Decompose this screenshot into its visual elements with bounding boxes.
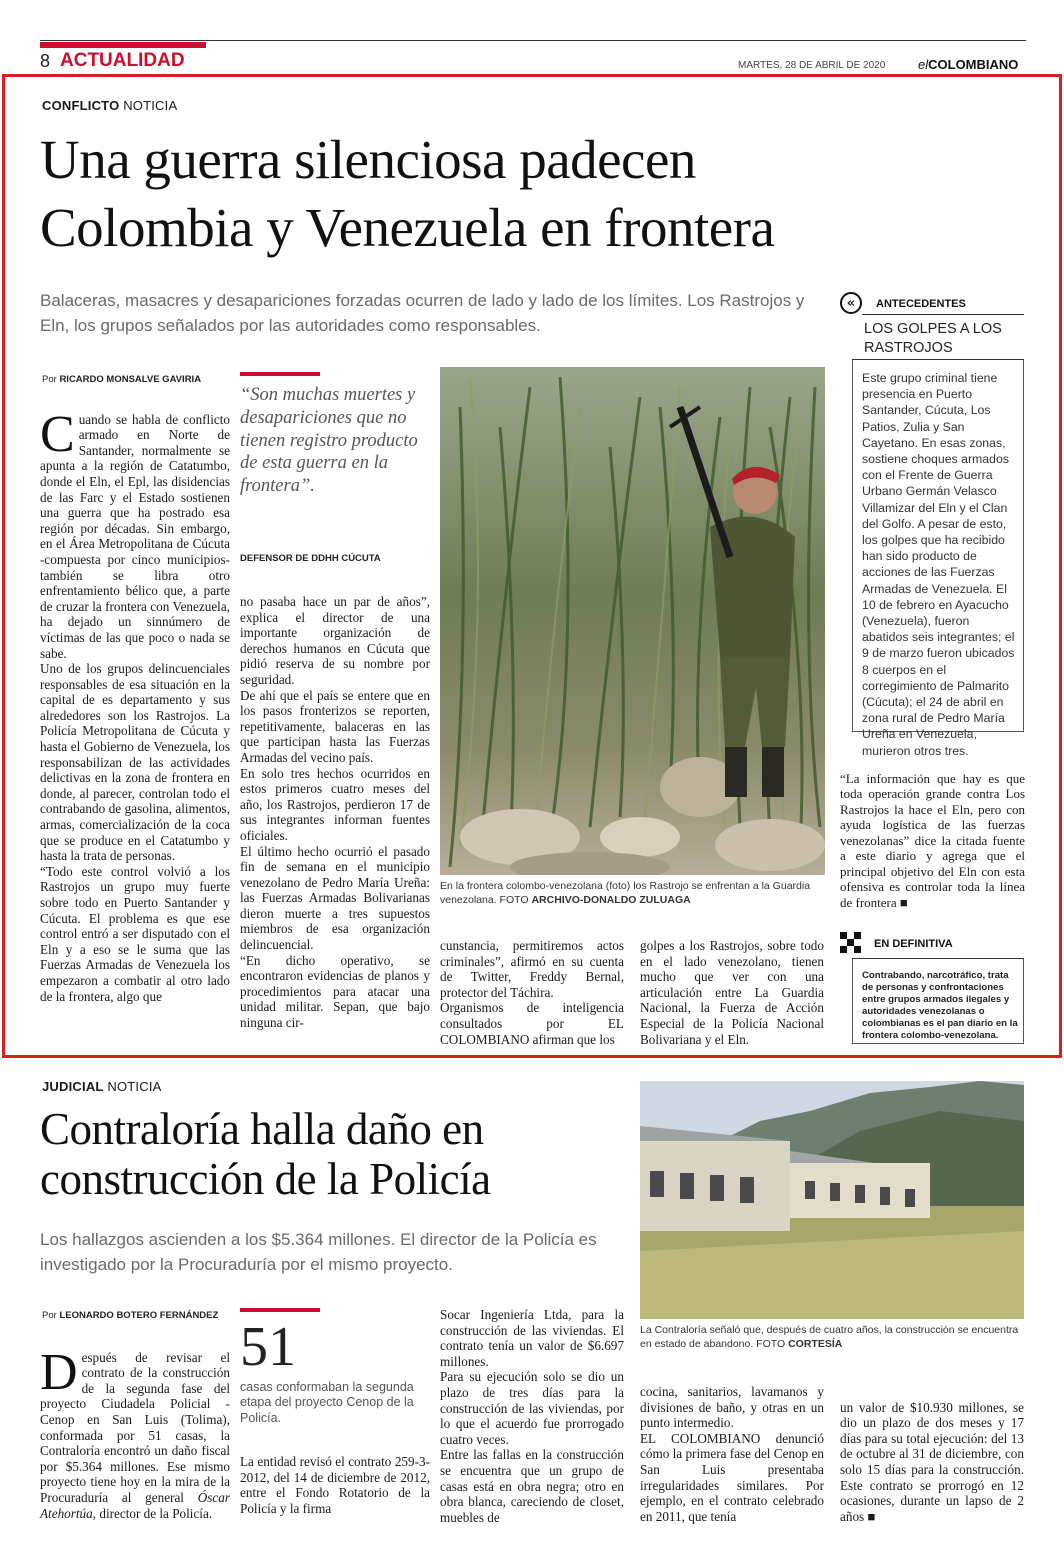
antecedentes-label: ANTECEDENTES	[876, 298, 966, 310]
story2-col5-text: un valor de $10.930 millones, se dio un plazo de dos meses y 17 días para su total ejecución: del 13 de octubre al 31 de diciembre, con solo 15 días para la construcción. Este contrato se prorrogó en 12 ocasiones, durante un lapso de 2 años	[840, 1399, 1024, 1524]
story2-column-2: La entidad revisó el contrato 259-3-2012, del 14 de diciembre de 2012, entre el Fondo Rotatorio de la Policía y la firma	[240, 1454, 430, 1516]
story2-column-5	[840, 1384, 1024, 1524]
story1-kicker-category: CONFLICTO	[42, 98, 120, 113]
antecedentes-rule	[862, 314, 1024, 315]
issue-date: MARTES, 28 DE ABRIL DE 2020	[738, 60, 886, 71]
stat-number: 51	[240, 1316, 296, 1378]
photo-credit: ARCHIVO-DONALDO ZULUAGA	[531, 894, 691, 906]
masthead-prefix: el	[918, 57, 929, 72]
story1-column-2: no pasaba hace un par de años”, explica el director de una importante organización de derechos humanos en Cúcuta que pidió reserva de su nombre por seguridad. De ahí que el país se entere que en los pasos fronterizos se reporten, repetitivamente, balaceras en las que participan hasta las Fuerzas Armadas del vecino país. En solo tres hechos ocurridos en estos primeros cuatro meses del año, los Rastrojos, perdieron 17 de sus integrantes informan fuentes oficiales. El último hecho ocurrió el pasado fin de semana en el municipio venezolano de Pedro María Ureña: las Fuerzas Armadas Bolivarianas dieron muerte a tres supuestos miembros de esa organización delincuencial. “En dicho operativo, se encontraron evidencias de planos y procedimientos para atacar una unidad militar. Sepan, que bajo ninguna cir-	[240, 594, 430, 1031]
story1-column-5	[840, 755, 1025, 910]
soldier-photo-image	[440, 367, 825, 875]
story2-column-1	[40, 1334, 230, 1521]
story2-byline	[42, 1310, 218, 1321]
story2-kicker-type: NOTICIA	[107, 1079, 162, 1094]
story2-kicker-category: JUDICIAL	[42, 1079, 104, 1094]
definitiva-body: Contrabando, narcotráfico, trata de personas y confrontaciones entre grupos armados ilegales y autoridades venezolanas o colombianas es el pan diario en la frontera colombo-venezolana.	[862, 970, 1018, 1041]
byline-name: RICARDO MONSALVE GAVIRIA	[59, 374, 202, 385]
story1-col1-rest: Uno de los grupos delincuenciales responsables de esa situación en la capital de es departamento y sus alrededores son los Rastrojos. La Policía Metropolitana de Cúcuta y hasta el Gobierno de Venezuela, los responsabilizan de las actividades delictivas en la zona de frontera en donde, al parecer, controlan todo el contrabando de gasolina, alimentos, armas, comercialización de la coca que se produce en el Catatumbo y hasta la trata de personas. “Todo este control volvió a los Rastrojos un grupo muy fuerte sobre todo en Puerto Santander y Cúcuta. El problema es que ese control entró a ser disputado con el Eln y a eso se le suma que las Fuerzas Armadas de Venezuela los empezaron a combatir al otro lado de la frontera, algo que	[40, 661, 230, 1004]
story2-headline-line1: Contraloría halla daño en	[40, 1104, 484, 1154]
story2-col1-tail: , director de la Policía.	[92, 1505, 213, 1521]
construction-photo-caption	[640, 1323, 1024, 1351]
story2-column-4: cocina, sanitarios, lavamanos y divisiones de baño, y otras en un punto intermedio. EL COLOMBIANO denunció cómo la primera fase del Cenop en San Luis presentaba irregularidades similares. Por ejemplo, en el contrato celebrado en 2011, que tenía	[640, 1384, 824, 1524]
story1-col5-text: “La información que hay es que toda operación grande contra Los Rastrojos la hace el Eln, pero con ayuda logística de las fuerzas venezolanas” dice la citada fuente a este diario y agrega que el principal objetivo del Eln con esta ofensiva es controlar toda la línea de frontera	[840, 770, 1025, 910]
byline2-prefix: Por	[42, 1310, 57, 1321]
story2-headline	[40, 1104, 640, 1204]
story2-deck: Los hallazgos ascienden a los $5.364 millones. El director de la Policía es investigado por la Procuraduría por el mismo proyecto.	[40, 1230, 597, 1274]
antecedentes-body: Este grupo criminal tiene presencia en Puerto Santander, Cúcuta, Los Patios, Zulia y San Cayetano. En esas zonas, sostiene choques armados con el Frente de Guerra Urbano Germán Velasco Villamizar del Eln y el Clan del Golfo. A pesar de esto, los golpes que ha recibido han sido producto de acciones de las Fuerzas Armadas de Venezuela. El 10 de febrero en Ayacucho (Venezuela), fueron abatidos seis integrantes; el 9 de marzo fueron ubicados 8 cuerpos en el corregimiento de Palmarito (Cúcuta); el 24 de abril en zona rural de Pedro María Ureña en Venezuela, murieron otros tres.	[862, 371, 1015, 758]
story1-headline-line2: Colombia y Venezuela en frontera	[40, 197, 775, 258]
byline2-name: LEONARDO BOTERO FERNÁNDEZ	[59, 1310, 219, 1321]
story1-kicker-type: NOTICIA	[123, 98, 178, 113]
soldier-photo-caption	[440, 879, 830, 907]
story1-headline-line1: Una guerra silenciosa padecen	[40, 129, 696, 190]
antecedentes-icon: «	[840, 292, 862, 314]
caption-text: En la frontera colombo-venezolana (foto) los Rastrojo se enfrentan a la Guardia venezolana. FOTO	[440, 880, 811, 906]
header-rule	[40, 40, 1026, 41]
story1-quote-source: DEFENSOR DE DDHH CÚCUTA	[240, 553, 381, 564]
definitiva-icon	[840, 932, 862, 954]
page-number: 8	[40, 51, 51, 71]
antecedentes-title: LOS GOLPES A LOS RASTROJOS	[864, 321, 1002, 356]
story2-dropcap: D	[40, 1343, 78, 1401]
masthead-name: COLOMBIANO	[928, 57, 1019, 72]
story2-headline-line2: construcción de la Policía	[40, 1154, 491, 1204]
end-mark-2: ■	[864, 1508, 876, 1524]
story1-byline	[42, 374, 201, 385]
stat-text: casas conformaban la segunda etapa del proyecto Cenop de la Policía.	[240, 1380, 414, 1425]
caption2-text: La Contraloría señaló que, después de cuatro años, la construcción se encuentra en estado de abandono. FOTO	[640, 1324, 1019, 1350]
soldier-photo	[440, 367, 825, 875]
quote-accent-bar	[240, 372, 320, 376]
end-mark: ■	[896, 894, 908, 910]
story2-col1-text: espués de revisar el contrato de la construcción de la segunda fase del proyecto Ciudadela Policial - Cenop en San Luis (Tolima), conformada por 51 casas, la Contraloría encontró un daño fiscal por $5.364 millones. Ese mismo proyecto tiene hoy en la mira de la Procuraduría al general	[40, 1349, 230, 1505]
definitiva-label: EN DEFINITIVA	[874, 938, 953, 950]
story1-column-1	[40, 396, 230, 1046]
story1-column-4: golpes a los Rastrojos, sobre todo en el lado venezolano, tienen mucho que ver con una articulación entre La Guardia Nacional, la Fuerza de Acción Especial de la Policía Nacional Bolivariana y el Eln.	[640, 938, 824, 1047]
construction-photo-image	[640, 1081, 1024, 1319]
masthead	[918, 57, 1018, 72]
byline-prefix: Por	[42, 374, 57, 385]
story1-col1-lead: uando se habla de conflicto armado en Norte de Santander, normalmente se apunta a la región de Catatumbo, donde el Eln, el Epl, las disidencias de las Farc y el Estado sostienen una guerra que ha postrado esa región por décadas. Sin embargo, en el Área Metropolitana de Cúcuta -compuesta por cinco municipios- también se libra otro enfrentamiento bélico que, a parte de cruzar la frontera con Venezuela, ha dejado un sinnúmero de víctimas de las que poco o nada se sabe.	[40, 411, 230, 661]
section-label: ACTUALIDAD	[60, 50, 185, 71]
story1-kicker	[42, 98, 177, 113]
section-accent-bar	[40, 42, 206, 48]
construction-photo	[640, 1081, 1024, 1319]
story1-deck: Balaceras, masacres y desapariciones forzadas ocurren de lado y lado de los límites. Los Rastrojos y Eln, los grupos señalados por las autoridades como responsables.	[40, 291, 805, 335]
story2-column-3: Socar Ingeniería Ltda, para la construcción de las viviendas. El contrato tenía un valor de $6.697 millones. Para su ejecución solo se dio un plazo de tres días para la construcción de las viviendas, por lo que el acuerdo fue prorrogado cuatro veces. Entre las fallas en la construcción se encuentra que un grupo de casas está en obra negra; otro en obra blanca, careciendo de closet, muebles de	[440, 1307, 624, 1525]
story1-pull-quote: “Son muchas muertes y desapariciones que no tienen registro producto de esta guerra en la frontera”.	[240, 385, 418, 497]
story1-headline	[40, 126, 1040, 262]
photo2-credit: CORTESÍA	[788, 1338, 843, 1350]
story1-column-3: cunstancia, permitiremos actos criminales”, afirmó en su cuenta de Twitter, Freddy Bernal, protector del Táchira. Organismos de inteligencia consultados por EL COLOMBIANO afirman que los	[440, 938, 624, 1047]
stat-accent-bar	[240, 1308, 320, 1312]
story1-dropcap: C	[40, 405, 75, 463]
story2-kicker	[42, 1079, 162, 1094]
story2-col1-italic: Óscar Atehortúa	[40, 1489, 230, 1521]
